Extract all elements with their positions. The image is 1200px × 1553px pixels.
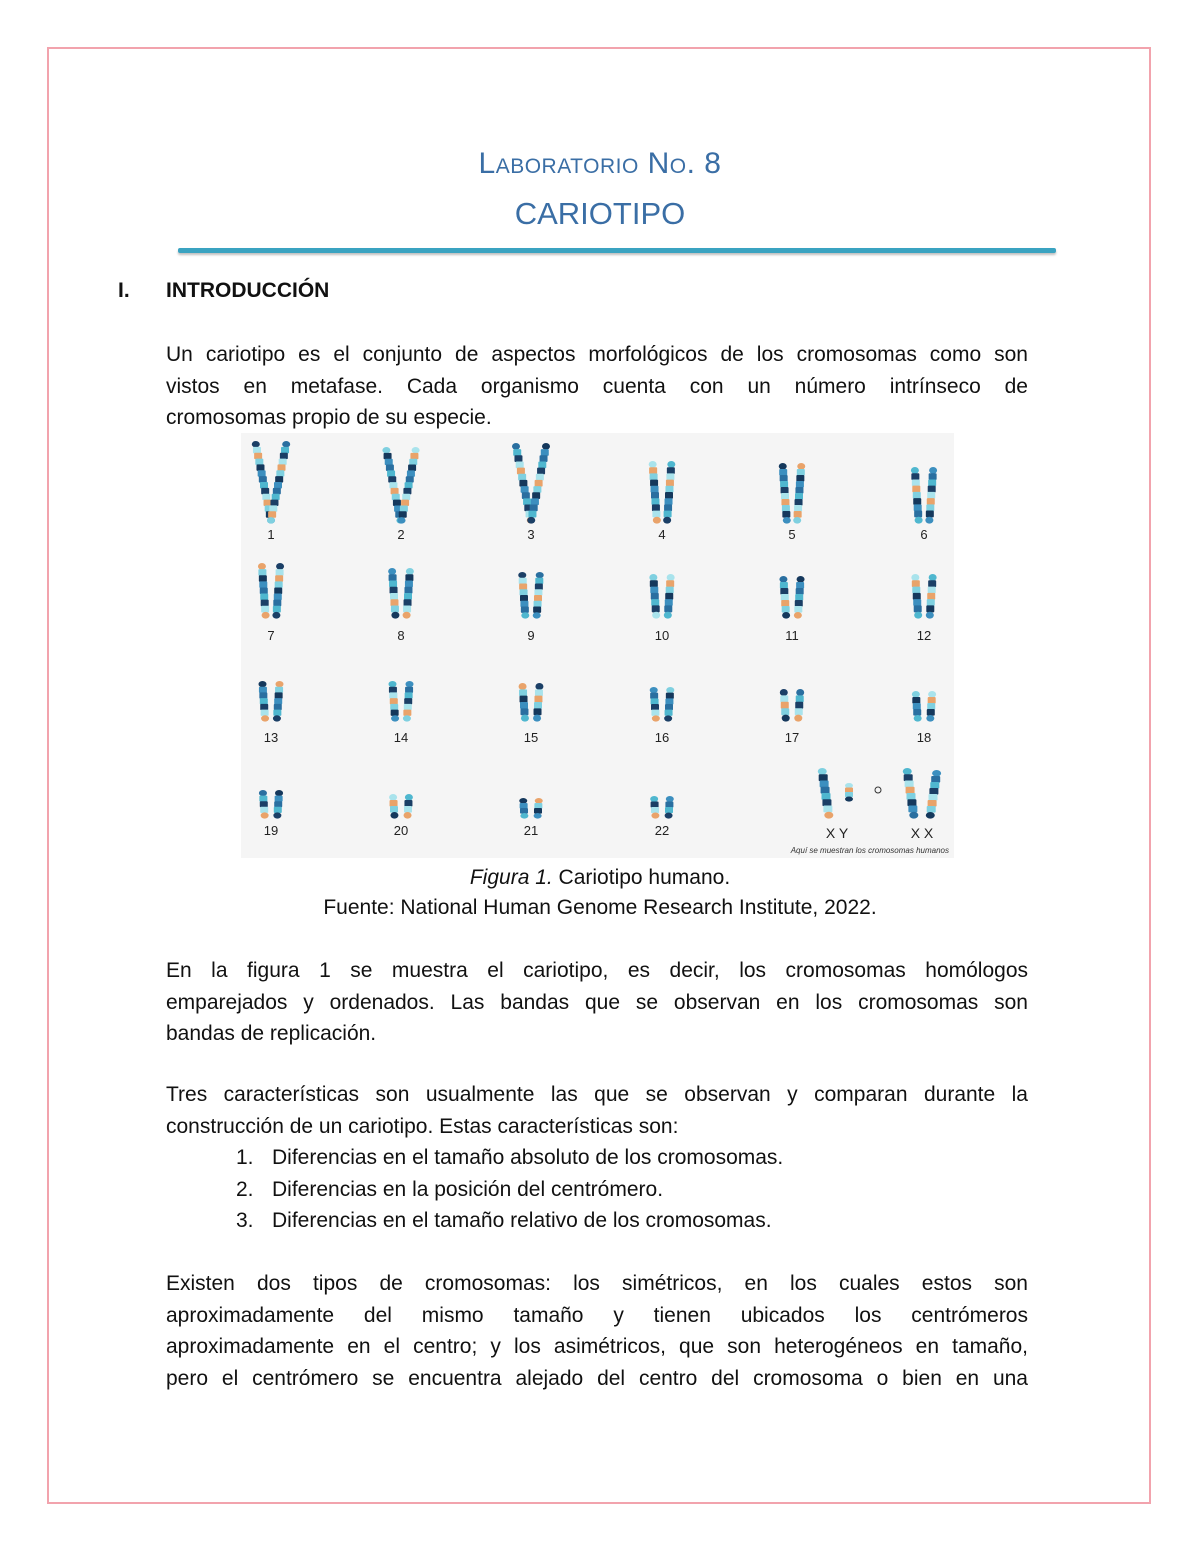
chromosome-label: 12 [916,628,932,643]
title-rule [178,248,1056,253]
chromosome-label: 5 [788,527,796,542]
chromosome-label: 19 [263,823,279,838]
chromosome-label: 22 [654,823,670,838]
characteristics-list [236,1142,783,1237]
chromosome [818,768,834,819]
chromosome [665,796,674,819]
chromosome-label: 3 [527,527,535,542]
figure-note: Aquí se muestran los cromosomas humanos [790,846,949,855]
list-item: 3. Diferencias en el tamaño relativo de los cromosomas. [236,1209,772,1232]
chromosome [519,798,528,819]
paragraph-line: aproximadamente del mismo tamaño y tienen ubicados los centrómeros [166,1303,1028,1327]
chromosome [527,443,550,524]
intro-paragraph [166,339,1028,434]
chromosome-label: 13 [263,730,279,745]
chromosome [912,691,922,722]
paragraph-line: aproximadamente en el centro; y los asimétricos, que son heterogéneos en tamaño, [166,1335,1028,1358]
figure-source: Fuente: National Human Genome Research Institute, 2022. [323,896,877,919]
section-number: I. [118,279,130,302]
chromosome-label: 14 [393,730,409,745]
figure-paragraph [166,955,1028,1050]
chromosome [259,790,269,819]
paragraph-line: En la figura 1 se muestra el cariotipo, es decir, los cromosomas homólogos [166,959,1028,982]
paragraph-line: Un cariotipo es el conjunto de aspectos morfológicos de los cromosomas como son [166,343,1028,366]
chromosome [389,681,400,722]
chromosome [926,770,941,819]
chromosome-label: 18 [916,730,932,745]
paragraph-line: cromosomas propio de su especie. [166,406,492,429]
chromosome [925,467,937,524]
chromosome [259,681,270,722]
chromosome [533,572,544,619]
karyotype-image [241,433,954,858]
chromosome [534,798,543,819]
chromosome [258,563,270,619]
chromosome [793,463,805,524]
chromosome [389,794,398,819]
chromosome [664,687,674,722]
chromosome [779,463,791,524]
chromosome [903,768,919,819]
paragraph-line: emparejados y ordenados. Las bandas que se observan en los cromosomas son [166,990,1028,1014]
paragraph-line: Existen dos tipos de cromosomas: los simétricos, en los cuales estos son [166,1272,1028,1295]
characteristics-paragraph [166,1079,1028,1142]
chromosome [273,681,284,722]
list-item: 2. Diferencias en la posición del centrómero. [236,1177,664,1201]
paragraph-line: construcción de un cariotipo. Estas características son: [166,1114,679,1138]
lab-subtitle: CARIOTIPO [514,196,686,231]
chromosome-label: 17 [784,730,800,745]
chromosome-label: 9 [527,628,535,643]
sex-label-xx: X X [910,825,934,841]
chromosome-label: 21 [523,823,539,838]
types-paragraph [166,1268,1028,1394]
chromosome [780,689,790,722]
chromosome-label: 6 [920,527,928,542]
chromosome [533,683,543,722]
chromosome [926,691,936,722]
chromosome [911,574,922,619]
caption-label: Figura 1. [469,866,553,889]
chromosome [794,689,804,722]
list-item: 1. Diferencias en el tamaño absoluto de los cromosomas. [236,1146,784,1169]
chromosome-label: 4 [658,527,666,542]
chromosome [649,574,660,619]
paragraph-line: bandas de replicación. [166,1022,377,1045]
chromosome-label: 15 [523,730,539,745]
chromosome-label: 10 [654,628,670,643]
chromosome-label: 20 [393,823,409,838]
chromosome-label: 11 [785,628,799,643]
sex-label-xy: X Y [825,825,849,841]
chromosome [518,572,529,619]
chromosome [649,461,661,524]
chromosome-label: 7 [267,628,275,643]
chromosome [650,796,659,819]
chromosome [519,683,529,722]
separator-dot [875,787,881,793]
lab-title: Laboratorio No. 8 [478,147,722,180]
chromosome [845,783,853,802]
chromosome [650,687,660,722]
section-title: INTRODUCCIÓN [166,279,330,302]
chromosome-label: 16 [654,730,670,745]
figure-caption [0,866,1200,890]
chromosome [403,681,414,722]
paragraph-line: pero el centrómero se encuentra alejado del centro del cromosoma o bien en una [166,1366,1028,1390]
chromosome [272,563,284,619]
chromosome [663,461,675,524]
chromosome [404,794,413,819]
chromosome [779,576,790,619]
chromosome [794,576,805,619]
caption-text: Cariotipo humano. [552,866,731,889]
chromosome [388,568,399,619]
chromosome [273,790,283,819]
chromosome [664,574,675,619]
paragraph-line: vistos en metafase. Cada organismo cuenta con un número intrínseco de [166,374,1028,398]
chromosome [267,441,290,524]
chromosome [403,568,414,619]
karyotype-figure [241,433,954,858]
paragraph-line: Tres características son usualmente las que se observan y comparan durante la [166,1083,1028,1106]
chromosome [911,467,923,524]
chromosome [398,447,420,524]
chromosome-label: 2 [397,527,405,542]
chromosome-label: 1 [267,527,275,542]
chromosome-label: 8 [397,628,405,643]
chromosome [926,574,937,619]
